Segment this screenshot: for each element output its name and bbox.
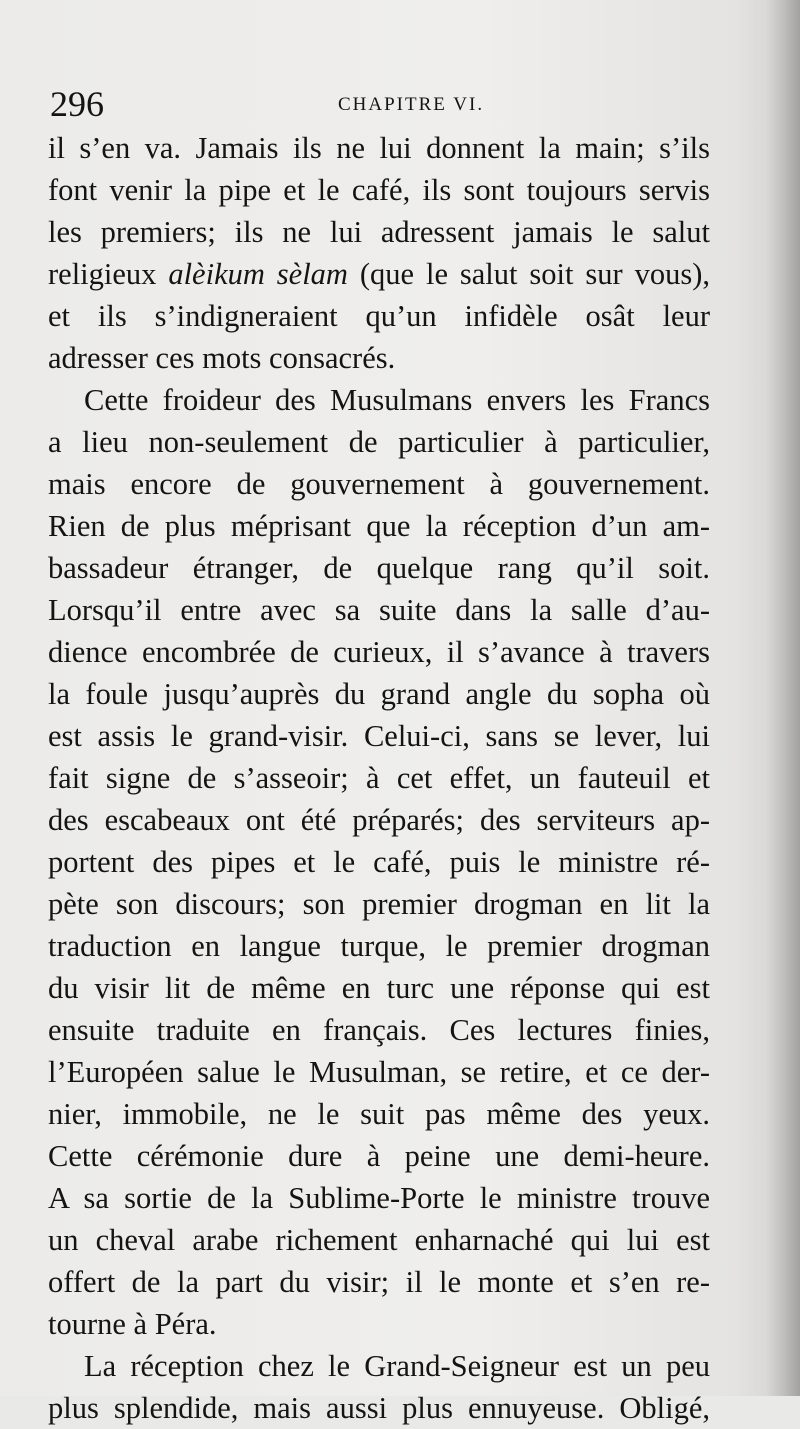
text-line: mais encore de gouvernement à gouvernement.	[48, 467, 710, 501]
text-line	[48, 253, 710, 295]
text-line: nier, immobile, ne le suit pas même des yeux.	[48, 1097, 710, 1131]
text-line: La réception chez le Grand-Seigneur est un peu	[84, 1349, 710, 1383]
text-line: plus splendide, mais aussi plus ennuyeuse. Obligé,	[48, 1391, 710, 1425]
italic-phrase: alèikum sèlam	[168, 257, 348, 291]
text-line: traduction en langue turque, le premier drogman	[48, 929, 710, 963]
text-line: adresser ces mots consacrés.	[48, 341, 396, 375]
text-line: pète son discours; son premier drogman en lit la	[48, 887, 710, 921]
text-line: des escabeaux ont été préparés; des serviteurs ap-	[48, 803, 710, 837]
text-line: les premiers; ils ne lui adressent jamais le salut	[48, 215, 710, 249]
text-line: du visir lit de même en turc une réponse qui est	[48, 971, 710, 1005]
text-line: tourne à Péra.	[48, 1307, 217, 1341]
text-line: dience encombrée de curieux, il s’avance à travers	[48, 635, 710, 669]
text-line: a lieu non-seulement de particulier à particulier,	[48, 425, 710, 459]
text-line: il s’en va. Jamais ils ne lui donnent la main; s’ils	[48, 131, 710, 165]
text-line: Cette cérémonie dure à peine une demi-heure.	[48, 1139, 710, 1173]
text-segment: religieux	[48, 257, 169, 291]
text-line: un cheval arabe richement enharnaché qui lui est	[48, 1223, 710, 1257]
text-line: est assis le grand-visir. Celui-ci, sans se lever, lui	[48, 719, 710, 753]
text-line: offert de la part du visir; il le monte et s’en re-	[48, 1265, 710, 1299]
text-line: et ils s’indigneraient qu’un infidèle osât leur	[48, 299, 710, 333]
page-number: 296	[50, 84, 104, 124]
body-text	[48, 127, 710, 1429]
text-line: l’Européen salue le Musulman, se retire, et ce der-	[48, 1055, 710, 1089]
page-header	[50, 84, 710, 124]
text-line: Cette froideur des Musulmans envers les Francs	[84, 383, 710, 417]
text-line: fait signe de s’asseoir; à cet effet, un fauteuil et	[48, 761, 710, 795]
text-line: font venir la pipe et le café, ils sont toujours servis	[48, 173, 710, 207]
text-line: bassadeur étranger, de quelque rang qu’il soit.	[48, 551, 710, 585]
text-line: la foule jusqu’auprès du grand angle du sopha où	[48, 677, 710, 711]
text-line: Lorsqu’il entre avec sa suite dans la salle d’au-	[48, 593, 710, 627]
page-edge-shadow	[766, 0, 800, 1396]
text-segment: (que le salut soit sur vous),	[347, 257, 710, 291]
text-line: Rien de plus méprisant que la réception d’un am-	[48, 509, 710, 543]
running-head: CHAPITRE VI.	[338, 94, 485, 115]
text-line: A sa sortie de la Sublime-Porte le ministre trouve	[48, 1181, 710, 1215]
text-line: portent des pipes et le café, puis le ministre ré-	[48, 845, 710, 879]
text-line: ensuite traduite en français. Ces lectures finies,	[48, 1013, 710, 1047]
